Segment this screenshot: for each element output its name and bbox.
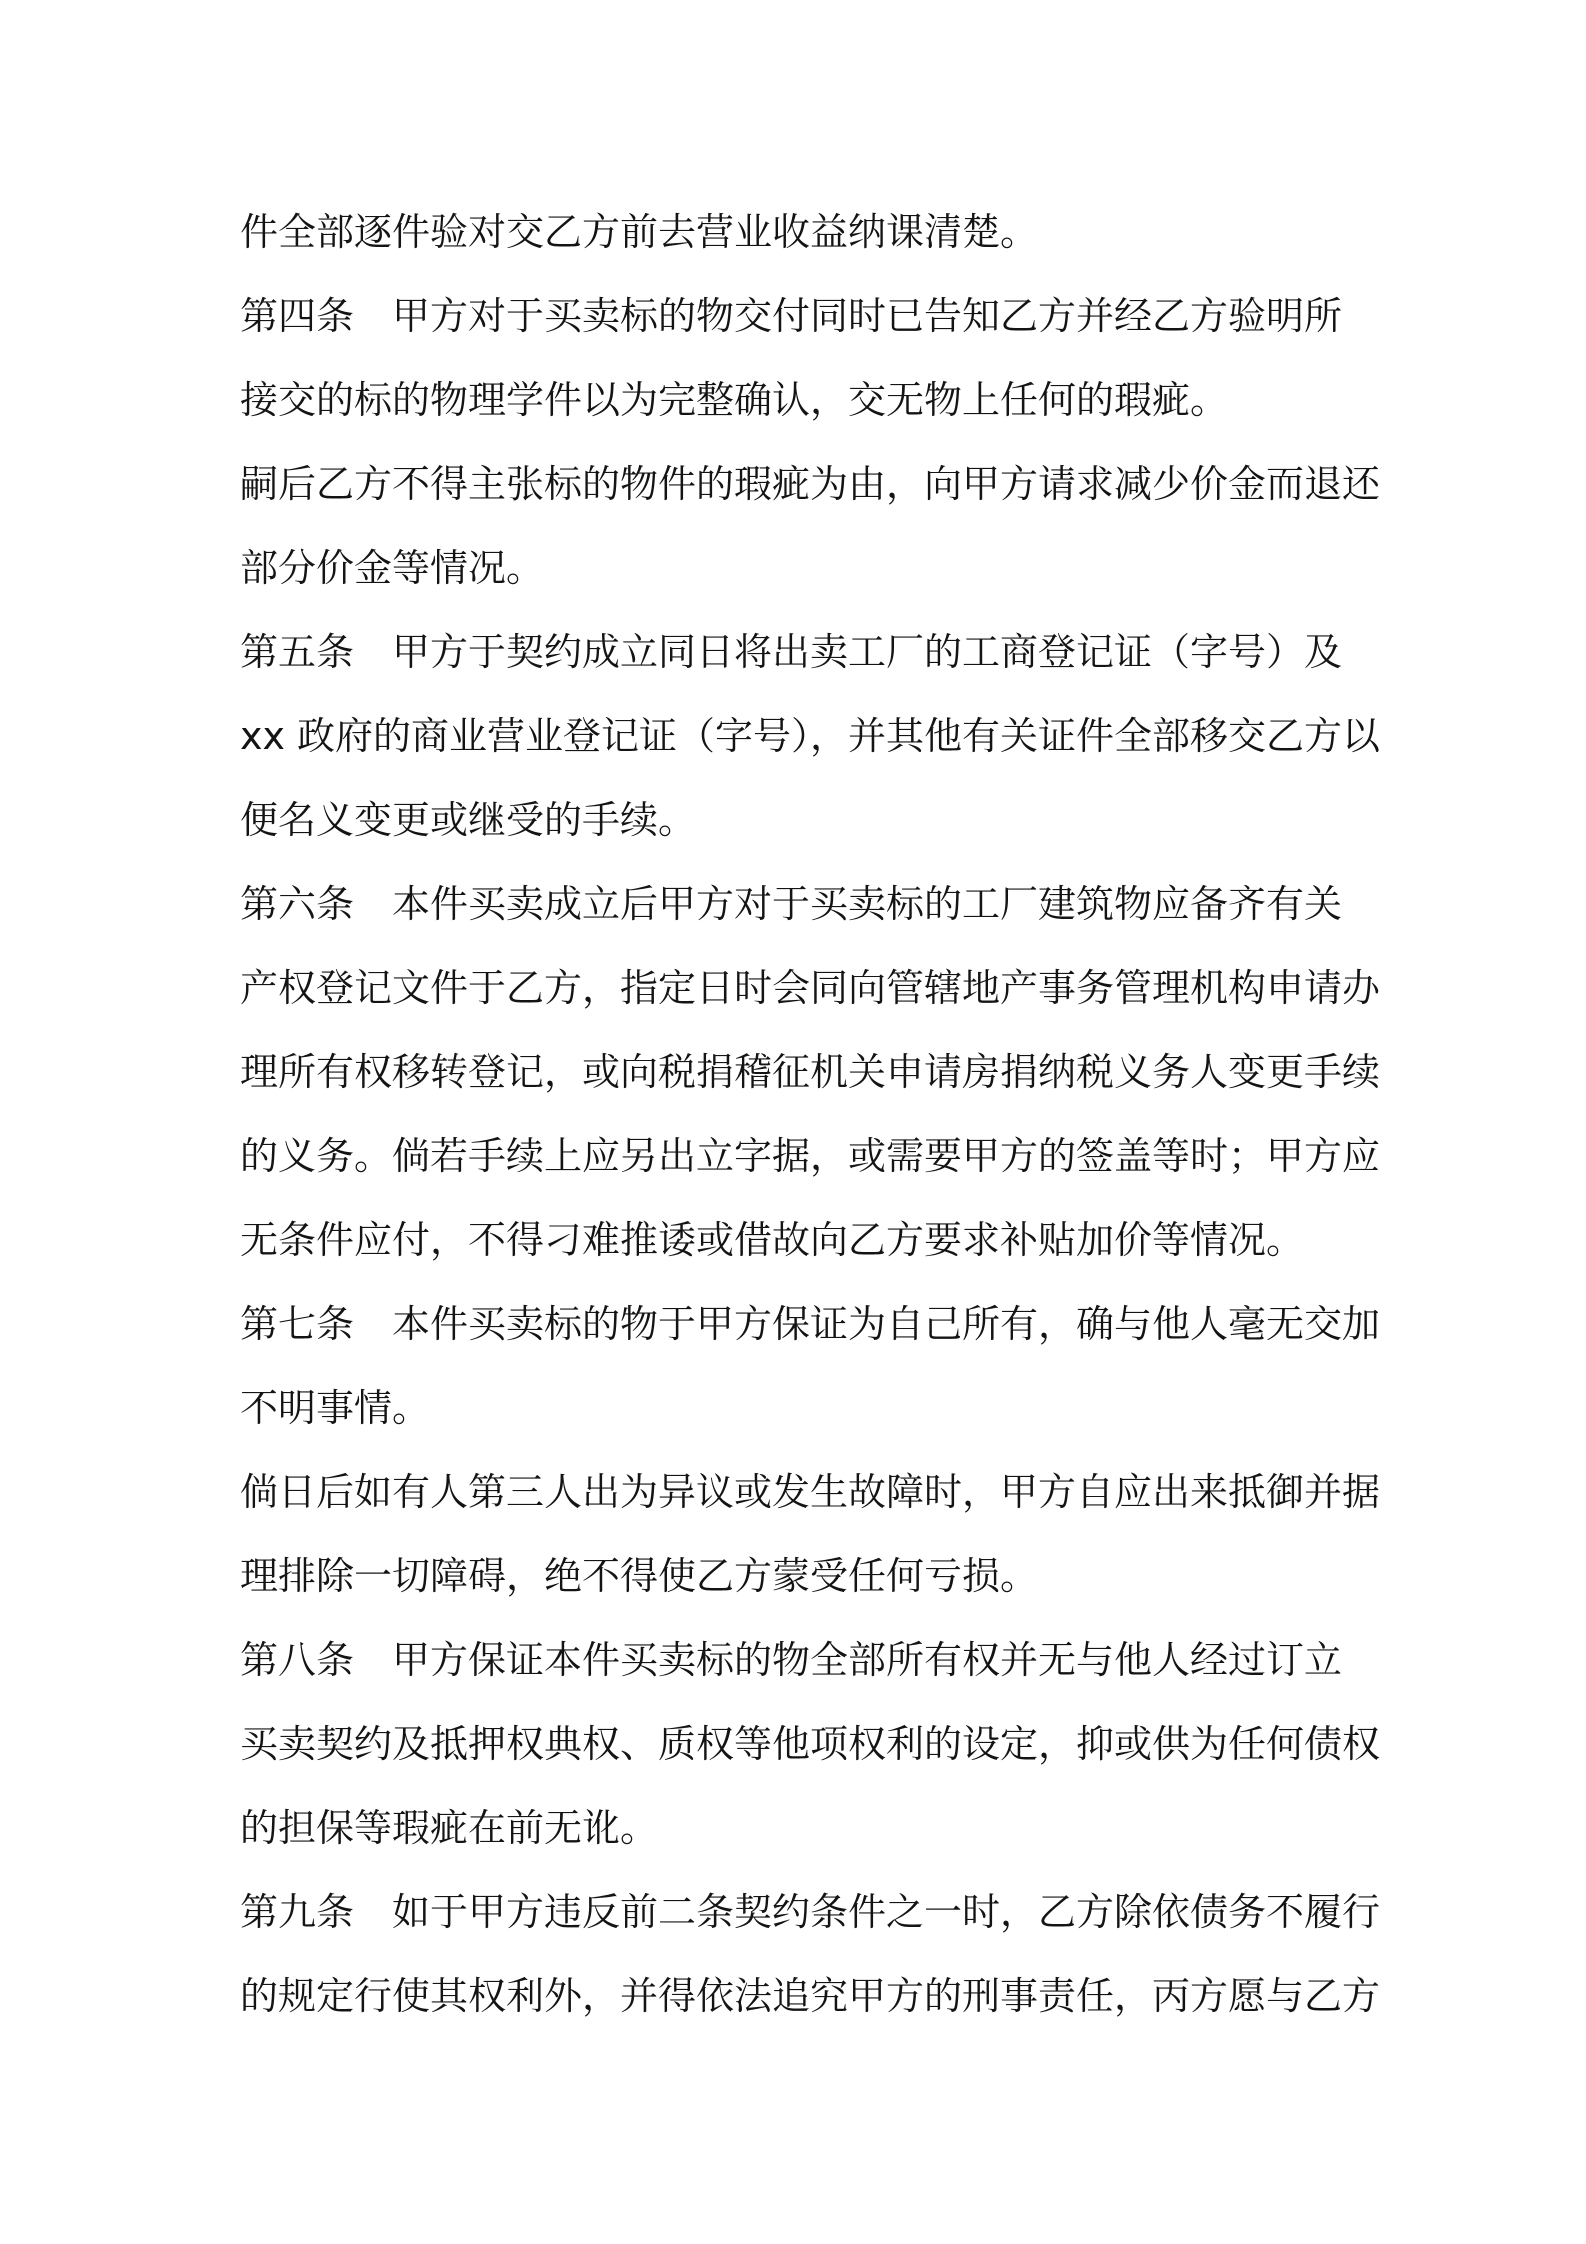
- text-line: 无条件应付，不得刁难推诿或借故向乙方要求补贴加价等情况。: [240, 1218, 1305, 1262]
- text-line: 便名义变更或继受的手续。: [240, 798, 697, 842]
- article-4: [240, 274, 1360, 442]
- article-number: 第五条: [240, 630, 355, 674]
- paragraph-article-7-supplement: [240, 1450, 1381, 1618]
- article-9: [240, 1870, 1381, 2038]
- text-line: 买卖契约及抵押权典权、质权等他项权利的设定，抑或供为任何债权: [240, 1722, 1381, 1766]
- text-line: [240, 610, 1360, 694]
- article-number: 第八条: [240, 1638, 355, 1682]
- article-number: 第四条: [240, 294, 355, 338]
- article-5: [240, 610, 1381, 862]
- paragraph-article-4-supplement: [240, 442, 1381, 610]
- text-line: 理所有权移转登记，或向税捐稽征机关申请房捐纳税义务人变更手续: [240, 1050, 1381, 1094]
- article-first-line: 甲方于契约成立同日将出卖工厂的工商登记证（字号）及: [392, 630, 1343, 674]
- article-first-line: 本件买卖标的物于甲方保证为自己所有，确与他人毫无交加: [392, 1302, 1381, 1346]
- text-line: 嗣后乙方不得主张标的物件的瑕疵为由，向甲方请求减少价金而退还: [240, 462, 1381, 506]
- text-line: 件全部逐件验对交乙方前去营业收益纳课清楚。: [240, 210, 1039, 254]
- article-8: [240, 1618, 1381, 1870]
- text-line: [240, 274, 1360, 358]
- article-number: 第六条: [240, 882, 355, 926]
- text-line: [240, 1870, 1381, 1954]
- article-6: [240, 862, 1381, 1282]
- text-line: [240, 862, 1360, 946]
- text-line: 倘日后如有人第三人出为异议或发生故障时，甲方自应出来抵御并据: [240, 1470, 1381, 1514]
- article-first-line: 甲方保证本件买卖标的物全部所有权并无与他人经过订立: [392, 1638, 1343, 1682]
- article-number: 第七条: [240, 1302, 355, 1346]
- article-first-line: 如于甲方违反前二条契约条件之一时，乙方除依债务不履行: [392, 1890, 1381, 1934]
- text-line: 的规定行使其权利外，并得依法追究甲方的刑事责任，丙方愿与乙方: [240, 1974, 1381, 2018]
- text-line: [240, 1282, 1381, 1366]
- text-line: 产权登记文件于乙方，指定日时会同向管辖地产事务管理机构申请办: [240, 966, 1381, 1010]
- text-line: 的担保等瑕疵在前无讹。: [240, 1806, 659, 1850]
- contract-body: [240, 190, 1381, 2038]
- text-line: [240, 1618, 1360, 1702]
- article-number: 第九条: [240, 1890, 355, 1934]
- text-line: 理排除一切障碍，绝不得使乙方蒙受任何亏损。: [240, 1554, 1039, 1598]
- text-line: 的义务。倘若手续上应另出立字据，或需要甲方的签盖等时；甲方应: [240, 1134, 1381, 1178]
- article-first-line: 甲方对于买卖标的物交付同时已告知乙方并经乙方验明所: [392, 294, 1343, 338]
- article-7: [240, 1282, 1381, 1450]
- article-first-line: 本件买卖成立后甲方对于买卖标的工厂建筑物应备齐有关: [392, 882, 1343, 926]
- text-line: 不明事情。: [240, 1386, 431, 1430]
- text-line: 接交的标的物理学件以为完整确认，交无物上任何的瑕疵。: [240, 378, 1229, 422]
- paragraph-continuation: [240, 190, 1360, 274]
- text-line: xx 政府的商业营业登记证（字号），并其他有关证件全部移交乙方以: [240, 714, 1381, 758]
- text-line: 部分价金等情况。: [240, 546, 545, 590]
